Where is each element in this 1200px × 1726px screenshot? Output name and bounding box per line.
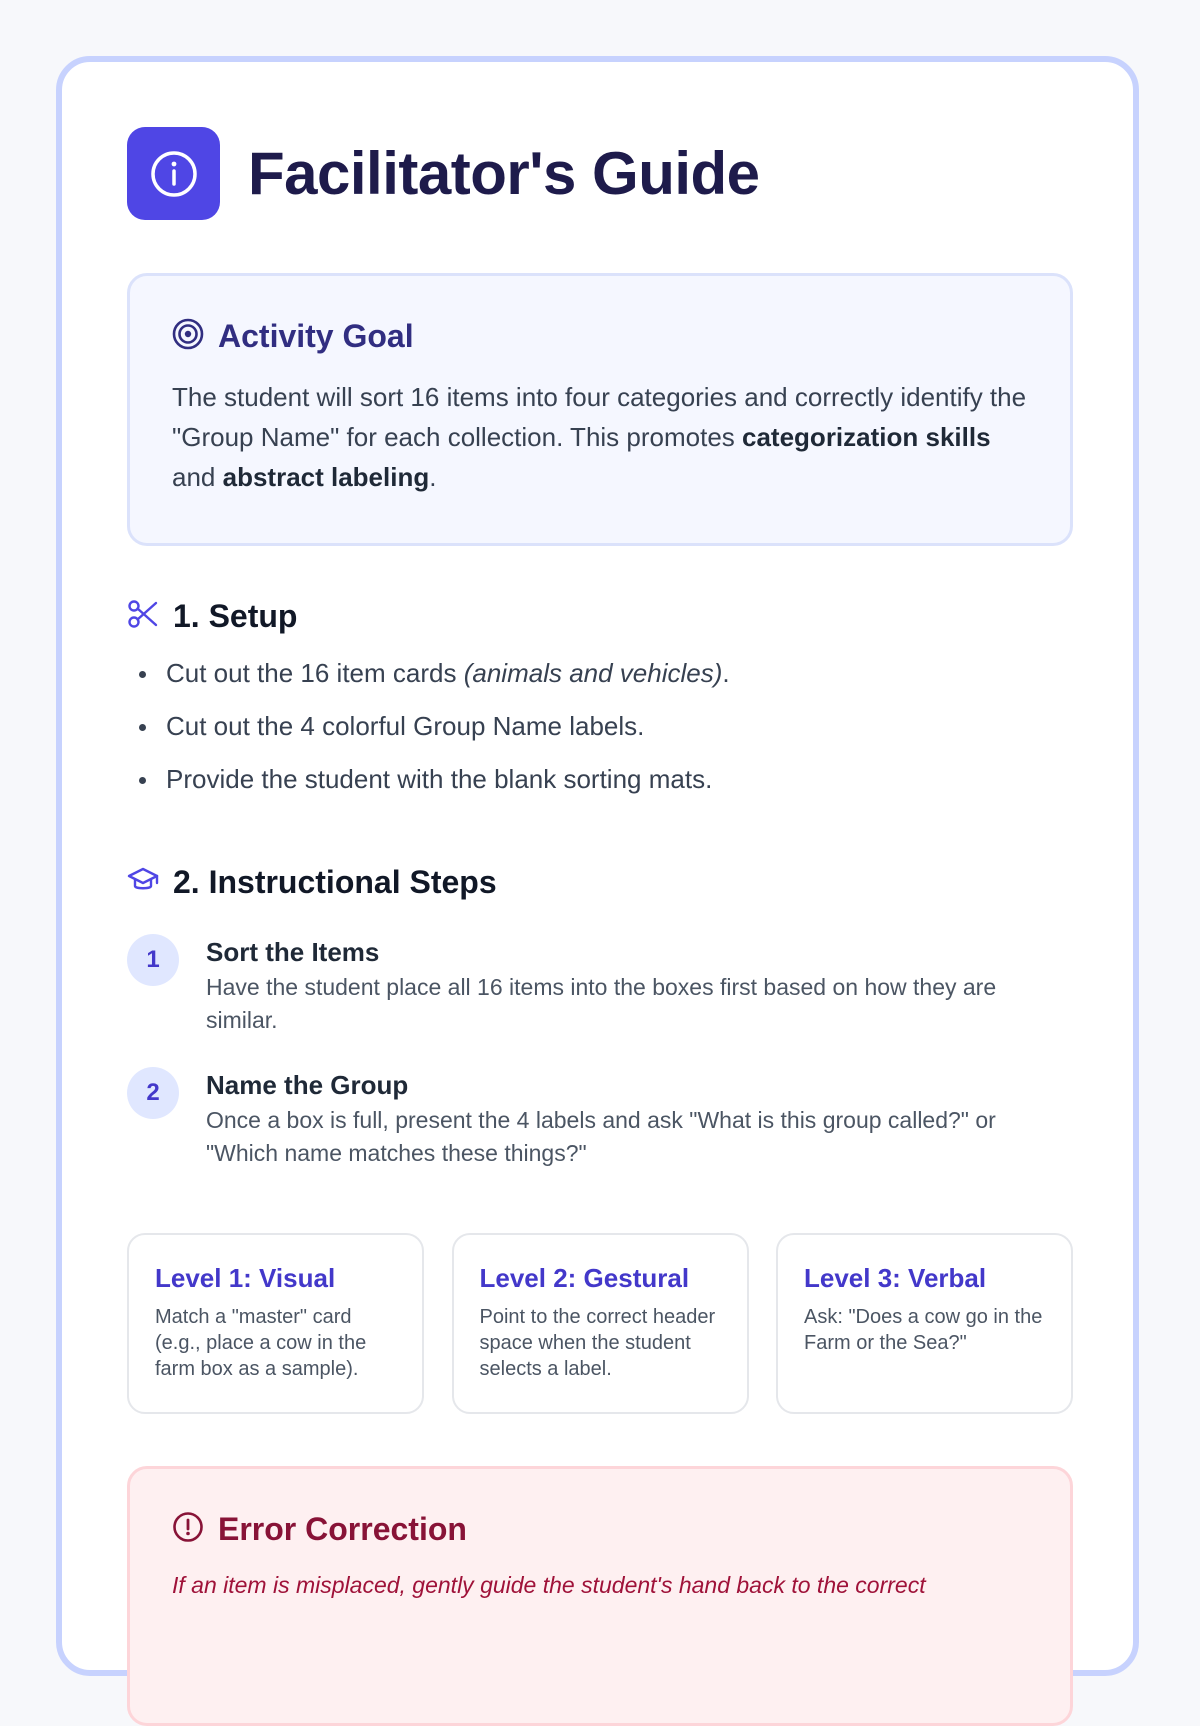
step-text: Once a box is full, present the 4 labels and ask "What is this group called?" or "Which name matches these things?" <box>206 1107 996 1166</box>
list-item: Provide the student with the blank sorting mats. <box>127 753 730 806</box>
level-title: Level 3: Verbal <box>804 1263 987 1293</box>
level-card-visual <box>127 1233 424 1414</box>
level-text: Ask: "Does a cow go in the Farm or the Sea?" <box>804 1306 1043 1354</box>
italic-note: (animals and vehicles) <box>463 658 723 688</box>
activity-goal-box <box>127 273 1073 546</box>
guide-card <box>56 56 1139 1676</box>
step-text: Have the student place all 16 items into the boxes first based on how they are similar. <box>206 974 997 1033</box>
step-item <box>127 934 1073 1037</box>
target-icon <box>172 318 204 355</box>
graduation-cap-icon <box>127 864 159 901</box>
level-text: Match a "master" card (e.g., place a cow in the farm box as a sample). <box>155 1306 367 1380</box>
level-text: Point to the correct header space when the student selects a label. <box>479 1306 716 1380</box>
activity-goal-title: Activity Goal <box>218 318 414 354</box>
list-item: Cut out the 4 colorful Group Name labels. <box>127 700 730 753</box>
activity-goal-text: The student will sort 16 items into four categories and correctly identify the "Group Name" for each collection. This promotes categorization skills and abstract labeling. <box>172 382 1027 492</box>
error-correction-text: If an item is misplaced, gently guide the student's hand back to the correct <box>172 1572 926 1598</box>
step-title: Name the Group <box>206 1070 409 1100</box>
alert-circle-icon <box>172 1511 204 1548</box>
bold-categorization-skills: categorization skills <box>742 422 991 452</box>
step-item <box>127 1067 1073 1170</box>
error-correction-title: Error Correction <box>218 1511 467 1547</box>
step-title: Sort the Items <box>206 937 380 967</box>
instructional-title: 2. Instructional Steps <box>173 864 497 900</box>
level-card-verbal <box>776 1233 1073 1414</box>
instructional-heading <box>127 864 497 901</box>
level-card-gestural <box>452 1233 749 1414</box>
bold-abstract-labeling: abstract labeling <box>222 462 430 492</box>
setup-title: 1. Setup <box>173 598 298 634</box>
error-correction-box <box>127 1466 1073 1726</box>
step-number-badge: 1 <box>127 934 179 986</box>
prompt-levels <box>127 1233 1073 1414</box>
info-icon <box>127 127 220 220</box>
scissors-icon <box>127 598 159 635</box>
level-title: Level 1: Visual <box>155 1263 336 1293</box>
header <box>127 127 760 220</box>
step-number-badge: 2 <box>127 1067 179 1119</box>
setup-heading <box>127 598 297 635</box>
page-title: Facilitator's Guide <box>248 140 760 207</box>
level-title: Level 2: Gestural <box>479 1263 690 1293</box>
list-item: Cut out the 16 item cards (animals and vehicles). <box>127 647 730 700</box>
setup-list <box>127 647 730 806</box>
